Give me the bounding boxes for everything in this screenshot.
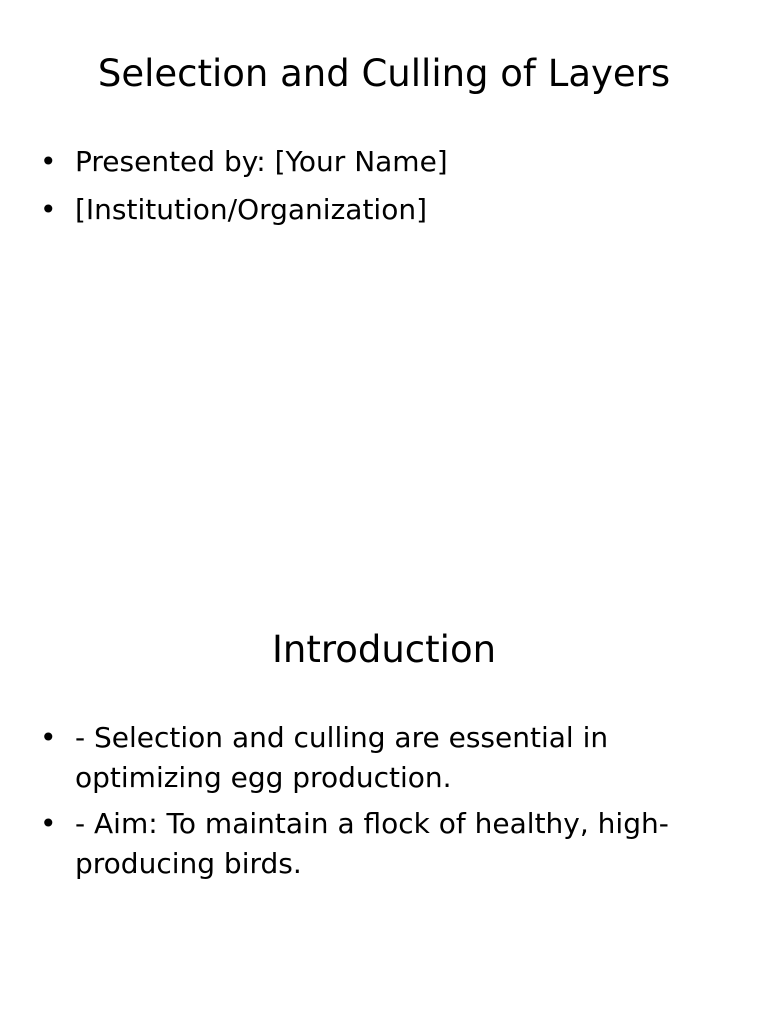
slide-title: Selection and Culling of Layers bbox=[97, 52, 671, 95]
bullet-text: - Selection and culling are essential in optimizing egg production. bbox=[75, 721, 609, 794]
bullet-icon: • bbox=[40, 807, 57, 840]
list-item bbox=[40, 804, 680, 884]
slide-title: Introduction bbox=[271, 628, 497, 671]
slide-2 bbox=[0, 576, 768, 1024]
list-item bbox=[40, 190, 680, 230]
list-item bbox=[40, 718, 680, 798]
bullet-icon: • bbox=[40, 721, 57, 754]
bullet-list bbox=[40, 142, 680, 238]
bullet-text: Presented by: [Your Name] bbox=[75, 145, 448, 178]
bullet-text: - Aim: To maintain a flock of healthy, high-producing birds. bbox=[75, 807, 669, 880]
bullet-icon: • bbox=[40, 193, 57, 226]
bullet-list bbox=[40, 718, 680, 890]
list-item bbox=[40, 142, 680, 182]
bullet-text: [Institution/Organization] bbox=[75, 193, 427, 226]
bullet-icon: • bbox=[40, 145, 57, 178]
